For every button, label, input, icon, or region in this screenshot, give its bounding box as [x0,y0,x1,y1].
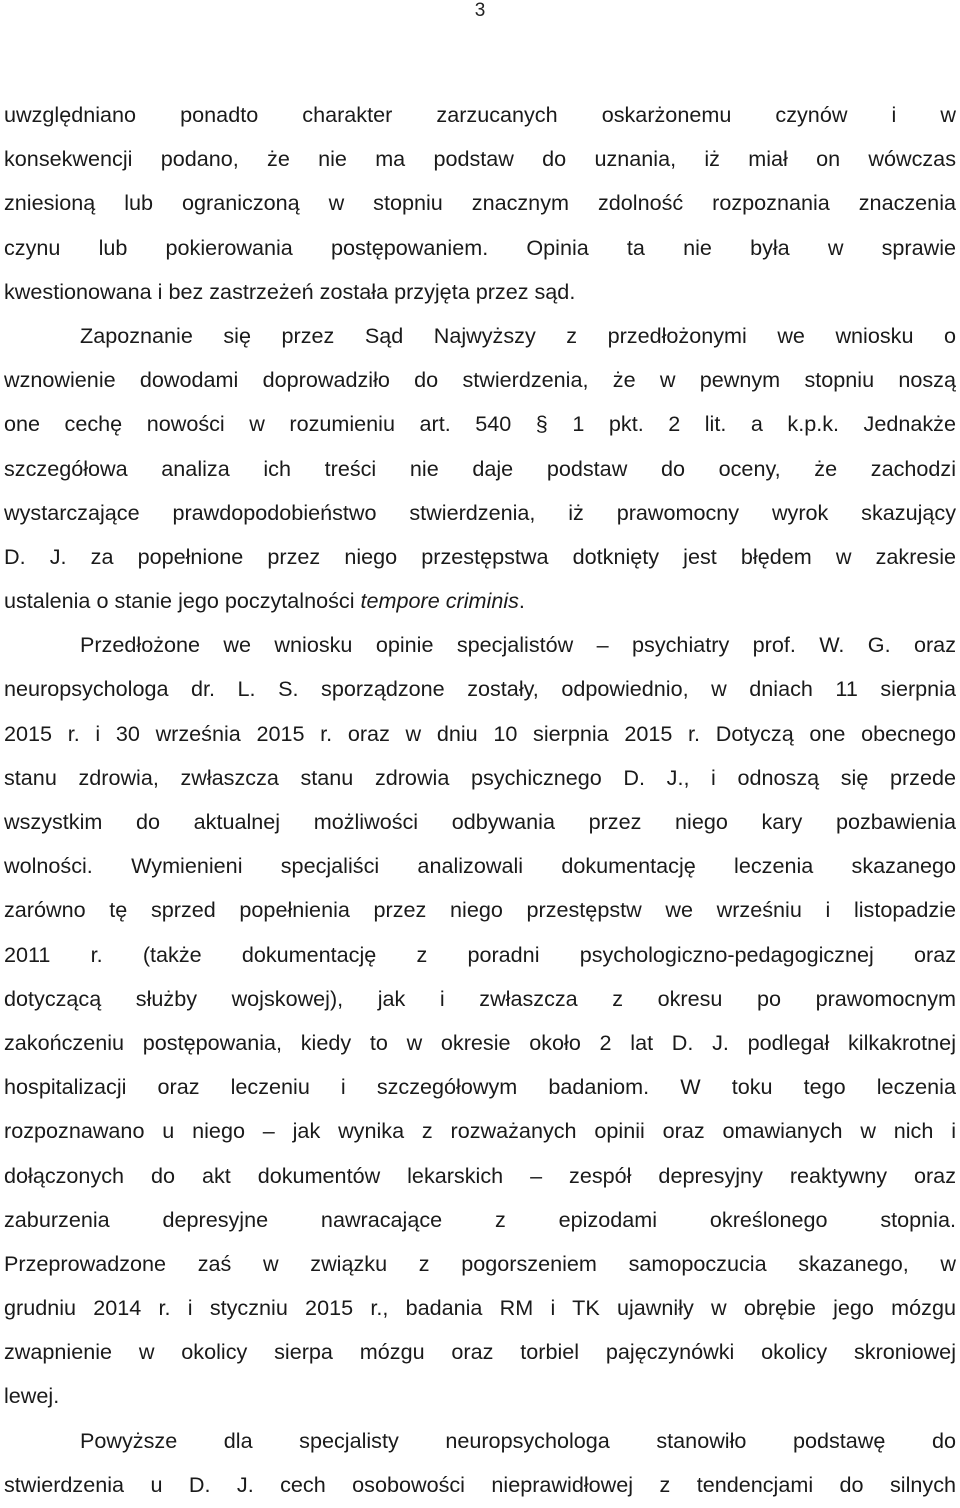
text-line: uwzględniano ponadto charakter zarzucanych oskarżonemu czynów i w [4,102,956,127]
text-line: lewej. [4,1383,60,1409]
text-line: one cechę nowości w rozumieniu art. 540 § 1 pkt. 2 lit. a k.p.k. Jednakże [4,411,956,437]
text-line: zniesioną lub ograniczoną w stopniu znacznym zdolność rozpoznania znaczenia [4,190,956,216]
text-line: szczegółowa analiza ich treści nie daje podstaw do oceny, że zachodzi [4,455,956,481]
text-line: neuropsychologa dr. L. S. sporządzone zostały, odpowiednio, w dniach 11 sierpnia [4,676,956,702]
text-line: dołączonych do akt dokumentów lekarskich – zespół depresyjny reaktywny oraz [4,1162,956,1188]
document-body [4,93,956,1507]
text-line: zakończeniu postępowania, kiedy to w okresie około 2 lat D. J. podlegał kilkakrotnej [4,1029,956,1055]
text-line: konsekwencji podano, że nie ma podstaw do uznania, iż miał on wówczas [4,146,956,172]
text-line: rozpoznawano u niego – jak wynika z rozważanych opinii oraz omawianych w nich i [4,1118,956,1144]
text-line: Powyższe dla specjalisty neuropsychologa stanowiło podstawę do [80,1427,956,1453]
text-line: ustalenia o stanie jego poczytalności tempore criminis. [4,588,525,614]
text-line: wznowienie dowodami doprowadziło do stwierdzenia, że w pewnym stopniu noszą [4,367,956,393]
text-line: dotyczącą służby wojskowej), jak i zwłaszcza z okresu po prawomocnym [4,985,956,1011]
text-line: 2015 r. i 30 września 2015 r. oraz w dniu 10 sierpnia 2015 r. Dotyczą one obecnego [4,720,956,746]
text-line: Zapoznanie się przez Sąd Najwyższy z przedłożonymi we wniosku o [80,322,956,348]
text-line: wszystkim do aktualnej możliwości odbywania przez niego kary pozbawienia [4,809,956,834]
text-line: hospitalizacji oraz leczeniu i szczegółowym badaniom. W toku tego leczenia [4,1074,956,1100]
text-line: kwestionowana i bez zastrzeżeń została przyjęta przez sąd. [4,278,576,304]
text-line: stwierdzenia u D. J. cech osobowości nieprawidłowej z tendencjami do silnych [4,1471,956,1497]
text-line: wolności. Wymienieni specjaliści analizowali dokumentację leczenia skazanego [4,853,956,879]
text-line: Przeprowadzone zaś w związku z pogorszeniem samopoczucia skazanego, w [4,1250,956,1276]
text-line: grudniu 2014 r. i styczniu 2015 r., badania RM i TK ujawniły w obrębie jego mózgu [4,1295,956,1321]
text-line: stanu zdrowia, zwłaszcza stanu zdrowia psychicznego D. J., i odnoszą się przede [4,764,956,790]
text-line: wystarczające prawdopodobieństwo stwierdzenia, iż prawomocny wyrok skazujący [4,499,956,525]
text-line: czynu lub pokierowania postępowaniem. Opinia ta nie była w sprawie [4,234,956,260]
text-line: Przedłożone we wniosku opinie specjalistów – psychiatry prof. W. G. oraz [80,632,956,658]
text-line: zwapnienie w okolicy sierpa mózgu oraz torbiel pajęczynówki okolicy skroniowej [4,1339,956,1365]
text-line: D. J. za popełnione przez niego przestępstwa dotknięty jest błędem w zakresie [4,543,956,569]
latin-phrase: tempore criminis [360,588,519,614]
text-line: zarówno tę sprzed popełnienia przez niego przestępstw we wrześniu i listopadzie [4,897,956,923]
text-line: 2011 r. (także dokumentację z poradni psychologiczno-pedagogicznej oraz [4,941,956,967]
text-line: zaburzenia depresyjne nawracające z epizodami określonego stopnia. [4,1206,956,1232]
page-number: 3 [474,0,486,21]
